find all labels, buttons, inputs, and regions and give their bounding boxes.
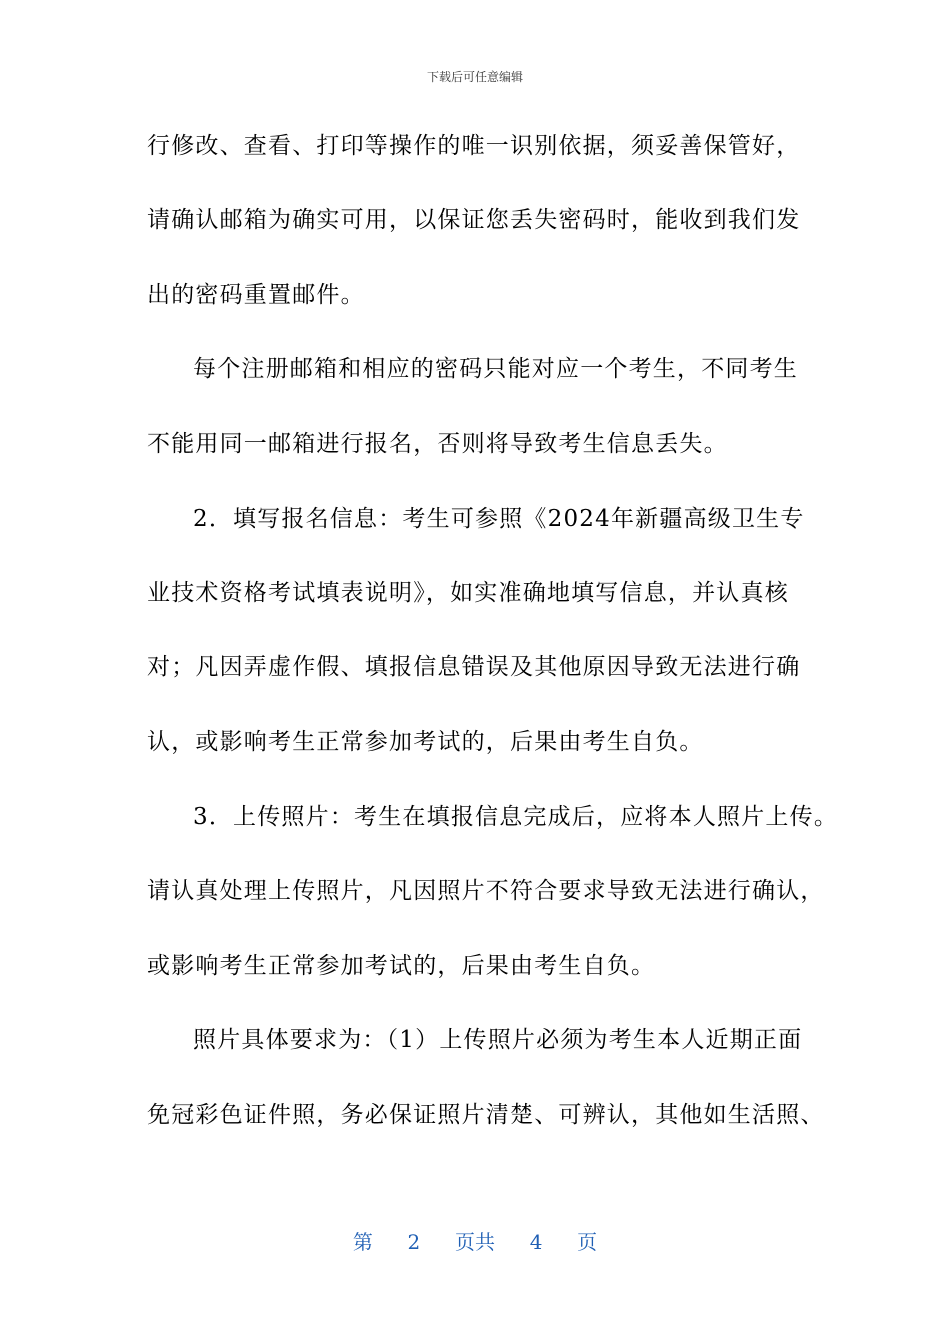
text-line: 2．填写报名信息：考生可参照《2024年新疆高级卫生专 [193, 506, 805, 532]
text-line: 认，或影响考生正常参加考试的，后果由考生自负。 [147, 729, 704, 755]
footer-total-pages: 4 [529, 1230, 543, 1254]
header-note: 下载后可任意编辑 [426, 70, 523, 84]
text-line: 业技术资格考试填表说明》，如实准确地填写信息，并认真核 [147, 580, 789, 606]
text-line: 行修改、查看、打印等操作的唯一识别依据，须妥善保管好， [147, 133, 801, 159]
text-line: 免冠彩色证件照，务必保证照片清楚、可辨认，其他如生活照、 [147, 1102, 825, 1128]
text-line: 出的密码重置邮件。 [147, 282, 365, 308]
text-line: 每个注册邮箱和相应的密码只能对应一个考生，不同考生 [193, 356, 798, 382]
text-line: 3．上传照片：考生在填报信息完成后，应将本人照片上传。 [193, 804, 839, 830]
footer-prefix: 第 [352, 1230, 373, 1254]
text-line: 照片具体要求为：（1）上传照片必须为考生本人近期正面 [193, 1027, 803, 1053]
text-line: 对；凡因弄虚作假、填报信息错误及其他原因导致无法进行确 [147, 654, 801, 680]
text-line: 请认真处理上传照片，凡因照片不符合要求导致无法进行确认， [147, 878, 825, 904]
footer-middle: 页共 [455, 1230, 495, 1254]
footer-page-number: 2 [407, 1230, 421, 1254]
page-footer [0, 1226, 950, 1255]
text-line: 请确认邮箱为确实可用，以保证您丢失密码时，能收到我们发 [147, 207, 801, 233]
text-line: 不能用同一邮箱进行报名，否则将导致考生信息丢失。 [147, 431, 728, 457]
footer-suffix: 页 [577, 1230, 598, 1254]
text-line: 或影响考生正常参加考试的，后果由考生自负。 [147, 953, 656, 979]
